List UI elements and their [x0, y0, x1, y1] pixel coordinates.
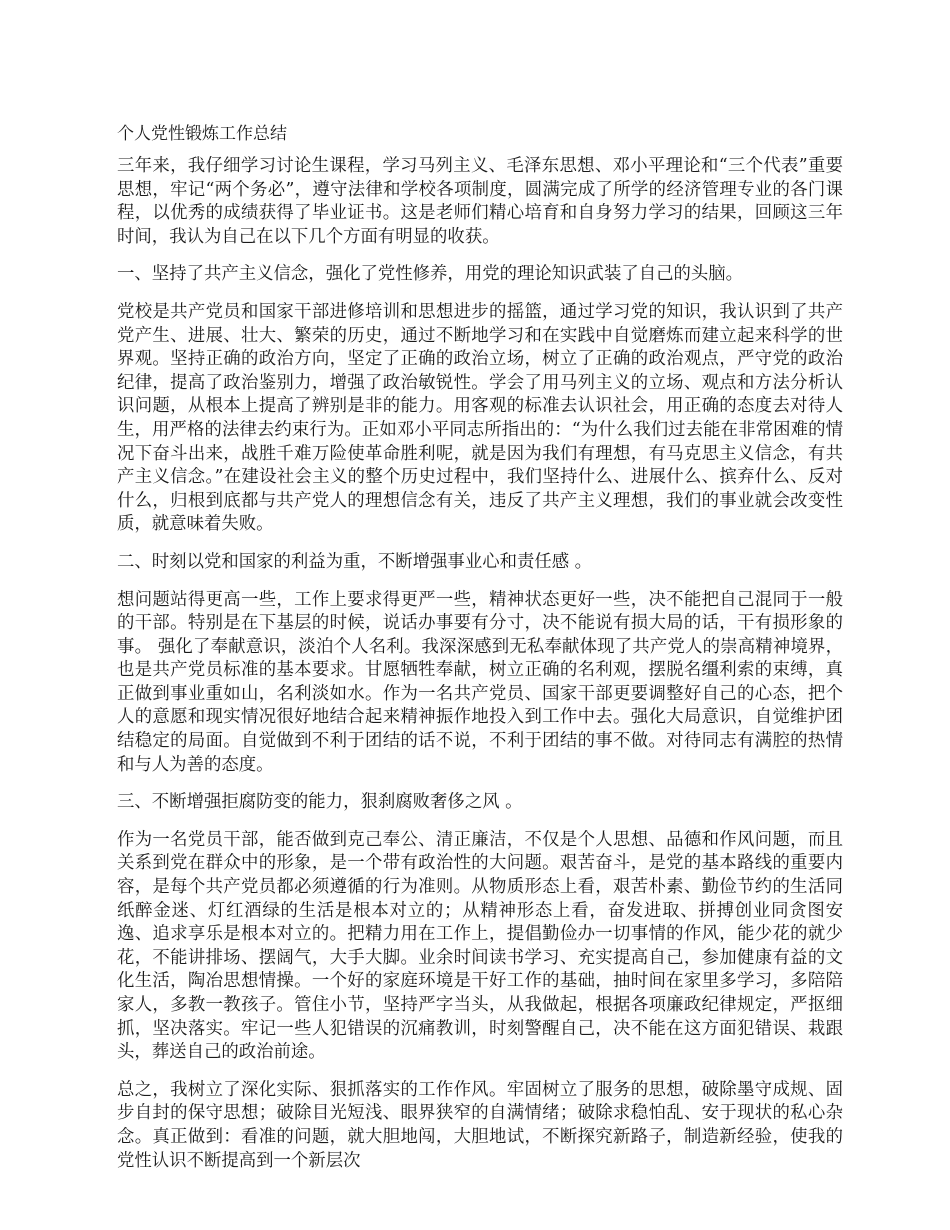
section-body-1: 党校是共产党员和国家干部进修培训和思想进步的摇篮，通过学习党的知识，我认识到了共产党产生、进展、壮大、繁荣的历史，通过不断地学习和在实践中自觉磨炼而建立起来科学的世界观。坚持正确的政治方向，坚定了正确的政治立场，树立了正确的政治观点，严守党的政治纪律，提高了政治鉴别力，增强了政治敏锐性。学会了用马列主义的立场、观点和方法分析认识问题，从根本上提高了辨别是非的能力。用客观的标准去认识社会，用正确的态度去对待人生，用严格的法律去约束行为。正如邓小平同志所指出的：“为什么我们过去能在非常困难的情况下奋斗出来，战胜千难万险使革命胜利呢，就是因为我们有理想，有马克思主义信念，有共产主义信念。”在建设社会主义的整个历史过程中，我们坚持什么、进展什么、摈弃什么、反对什么，归根到底都与共产党人的理想信念有关，违反了共产主义理想，我们的事业就会改变性质，就意味着失败。 [117, 301, 843, 535]
section-body-3: 作为一名党员干部，能否做到克己奉公、清正廉洁，不仅是个人思想、品德和作风问题，而且关系到党在群众中的形象，是一个带有政治性的大问题。艰苦奋斗，是党的基本路线的重要内容，是每个共产党员都必须遵循的行为准则。从物质形态上看，艰苦朴素、勤俭节约的生活同纸醉金迷、灯红酒绿的生活是根本对立的；从精神形态上看，奋发进取、拼搏创业同贪图安逸、追求享乐是根本对立的。把精力用在工作上，提倡勤俭办一切事情的作风，能少花的就少花，不能讲排场、摆阔气，大手大脚。业余时间读书学习、充实提高自己，参加健康有益的文化生活，陶冶思想情操。一个好的家庭环境是干好工作的基础，抽时间在家里多学习，多陪陪家人，多教一教孩子。管住小节，坚持严字当头，从我做起，根据各项廉政纪律规定，严抠细抓，坚决落实。牢记一些人犯错误的沉痛教训，时刻警醒自己，决不能在这方面犯错误、栽跟头，葬送自己的政治前途。 [117, 829, 843, 1063]
section-heading-3: 三、不断增强拒腐防变的能力，狠刹腐败奢侈之风 。 [117, 792, 523, 813]
document-title: 个人党性锻炼工作总结 [117, 124, 287, 144]
conclusion-paragraph: 总之，我树立了深化实际、狠抓落实的工作作风。牢固树立了服务的思想，破除墨守成规、固步自封的保守思想；破除目光短浅、眼界狭窄的自满情绪；破除求稳怕乱、安于现状的私心杂念。真正做到：看准的问题，就大胆地闯，大胆地试，不断探究新路子，制造新经验，使我的党性认识不断提高到一个新层次 [117, 1079, 843, 1171]
intro-paragraph: 三年来，我仔细学习讨论生课程，学习马列主义、毛泽东思想、邓小平理论和“三个代表”重要思想，牢记“两个务必”，遵守法律和学校各项制度，圆满完成了所学的经济管理专业的各门课程，以优秀的成绩获得了毕业证书。这是老师们精心培育和自身努力学习的结果，回顾这三年时间，我认为自己在以下几个方面有明显的收获。 [117, 156, 843, 247]
document-page [117, 122, 843, 1187]
section-body-2: 想问题站得更高一些，工作上要求得更严一些，精神状态更好一些，决不能把自己混同于一般的干部。特别是在下基层的时候，说话办事要有分寸，决不能说有损大局的话，干有损形象的事。 强化了奉献意识，淡泊个人名利。我深深感到无私奉献体现了共产党人的崇高精神境界，也是共产党员标准的基本要求。甘愿牺牲奉献，树立正确的名利观，摆脱名缰利索的束缚，真正做到事业重如山，名利淡如水。作为一名共产党员、国家干部更要调整好自己的心态，把个人的意愿和现实情况很好地结合起来精神振作地投入到工作中去。强化大局意识，自觉维护团结稳定的局面。自觉做到不利于团结的话不说，不利于团结的事不做。对待同志有满腔的热情和与人为善的态度。 [117, 589, 843, 775]
section-heading-1: 一、坚持了共产主义信念，强化了党性修养，用党的理论知识武装了自己的头脑。 [117, 264, 744, 285]
section-heading-2: 二、时刻以党和国家的利益为重，不断增强事业心和责任感 。 [117, 551, 593, 572]
